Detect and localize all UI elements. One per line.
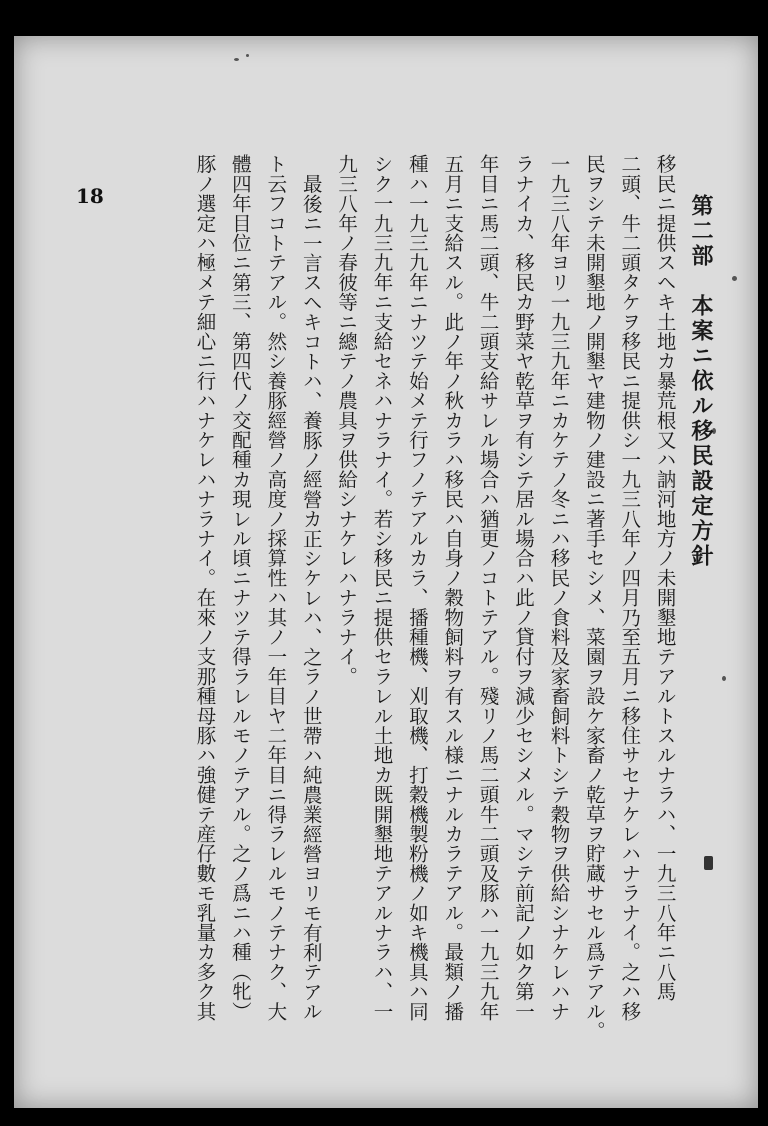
ink-speck	[234, 58, 239, 61]
text-column: 最後ニ一言スヘキコトハ、養豚ノ經營カ正シケレハ、之ラノ世帶ハ純農業經營ヨリモ有利テアル	[299, 174, 323, 1022]
text-column: 九三八年ノ春彼等ニ總テノ農具ヲ供給シナケレハナラナイ。	[335, 154, 359, 686]
text-column: 五月ニ支給スル。此ノ年ノ秋カラハ移民ハ自身ノ穀物飼料ヲ有スル様ニナルカラテアル。最類ノ播	[441, 154, 465, 1021]
text-column: 豚ノ選定ハ極メテ細心ニ行ハナケレハナラナイ。在來ノ支那種母豚ハ強健テ産仔數モ乳量カ多ク其	[193, 154, 217, 1021]
ink-speck	[246, 54, 249, 57]
text-column: 二頭、牛二頭タケヲ移民ニ提供シ一九三八年ノ四月乃至五月ニ移住サセナケレハナラナイ。之ハ移	[618, 154, 642, 1021]
text-column: シク一九三九年ニ支給セネハナラナイ。若シ移民ニ提供セラレル土地カ既開墾地テアルナラハ、一	[370, 154, 394, 1021]
text-column: 一九三八年ヨリ一九三九年ニカケテノ冬ニハ移民ノ食料及家畜飼料トシテ穀物ヲ供給シナケレハナ	[547, 154, 571, 1021]
text-column: ラナイカ、移民カ野菜ヤ乾草ヲ有シテ居ル場合ハ此ノ貸付ヲ減少セシメル。マシテ前記ノ如ク第一	[512, 154, 536, 1021]
text-column: 民ヲシテ未開墾地ノ開墾ヤ建物ノ建設ニ著手セシメ、菜園ヲ設ケ家畜ノ乾草ヲ貯蔵サセル爲テアル。	[582, 154, 606, 1041]
text-column: ト云フコトテアル。然シ養豚經營ノ高度ノ採算性ハ其ノ一年目ヤ二年目ニ得ラレルモノテナク、大	[264, 154, 288, 1021]
text-column: 體四年目位ニ第三、第四代ノ交配種カ現レル頃ニナツテ得ラレルモノテアル。之ノ爲ニハ種（牝）	[228, 154, 252, 1021]
section-heading: 第二部 本案ニ依ル移民設定方針	[688, 194, 714, 569]
text-column: 移民ニ提供スヘキ土地カ暴荒根又ハ訥河地方ノ未開墾地テアルトスルナラハ、一九三八年ニ八馬	[653, 154, 677, 1002]
ink-speck	[722, 676, 726, 681]
vertical-text-block	[187, 154, 718, 1054]
page-number: 18	[76, 184, 104, 208]
ink-speck	[732, 276, 737, 281]
text-column: 年目ニ馬二頭、牛二頭支給サレル場合ハ猶更ノコトテアル。殘リノ馬二頭牛二頭及豚ハ一九三九年	[476, 154, 500, 1021]
paper-sheet	[14, 36, 758, 1108]
text-column: 種ハ一九三九年ニナツテ始メテ行フノテアルカラ、播種機、刈取機、打穀機製粉機ノ如キ機具ハ同	[405, 154, 429, 1021]
